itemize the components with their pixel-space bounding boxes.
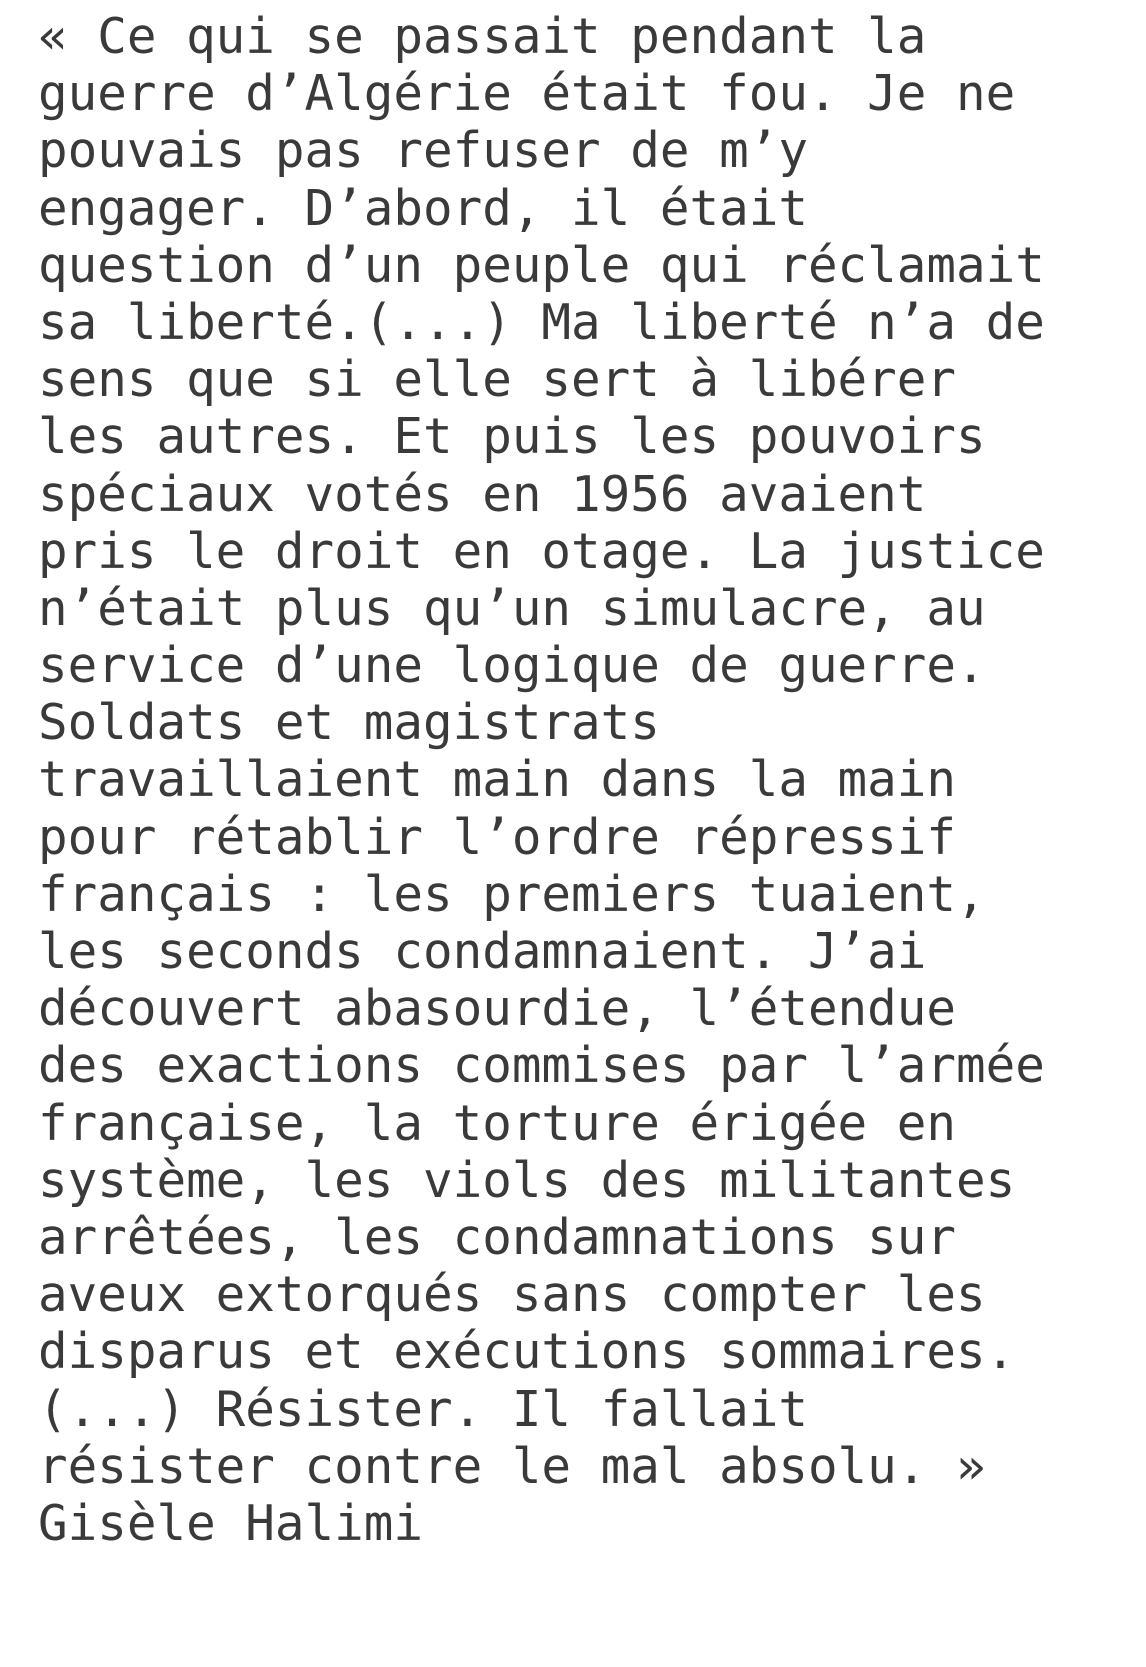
quote-line: n’était plus qu’un simulacre, au <box>38 578 986 637</box>
quote-line: (...) Résister. Il fallait <box>38 1379 808 1438</box>
quote-line: français : les premiers tuaient, <box>38 864 986 923</box>
quote-line: arrêtées, les condamnations sur <box>38 1207 957 1266</box>
quote-line: des exactions commises par l’armée <box>38 1036 1045 1095</box>
quote-line: service d’une logique de guerre. <box>38 636 986 695</box>
quote-line: pour rétablir l’ordre répressif <box>38 807 957 866</box>
quote-line: découvert abasourdie, l’étendue <box>38 979 957 1038</box>
quote-line: résister contre le mal absolu. » <box>38 1436 986 1495</box>
quote-line: les seconds condamnaient. J’ai <box>38 922 927 980</box>
quote-line: pouvais pas refuser de m’y <box>38 121 808 180</box>
quote-line: pris le droit en otage. La justice <box>38 521 1045 580</box>
quote-line: les autres. Et puis les pouvoirs <box>38 407 986 466</box>
quote-line: aveux extorqués sans compter les <box>38 1265 986 1324</box>
quote-line: française, la torture érigée en <box>38 1093 957 1152</box>
quote-text <box>38 8 1138 1495</box>
quote-line: disparus et exécutions sommaires. <box>38 1322 1016 1381</box>
quote-line: Soldats et magistrats <box>38 693 660 752</box>
quote-line: engager. D’abord, il était <box>38 178 808 237</box>
quote-line: question d’un peuple qui réclamait <box>38 235 1045 294</box>
quote-line: guerre d’Algérie était fou. Je ne <box>38 64 1016 123</box>
quote-line: sa liberté.(...) Ma liberté n’a de <box>38 292 1045 351</box>
quote-author: Gisèle Halimi <box>38 1493 423 1552</box>
quote-document <box>38 8 1138 1552</box>
quote-line: système, les viols des militantes <box>38 1150 1016 1209</box>
quote-line: « Ce qui se passait pendant la <box>38 7 927 65</box>
quote-line: spéciaux votés en 1956 avaient <box>38 464 927 523</box>
quote-line: sens que si elle sert à libérer <box>38 350 957 409</box>
quote-line: travaillaient main dans la main <box>38 750 957 809</box>
